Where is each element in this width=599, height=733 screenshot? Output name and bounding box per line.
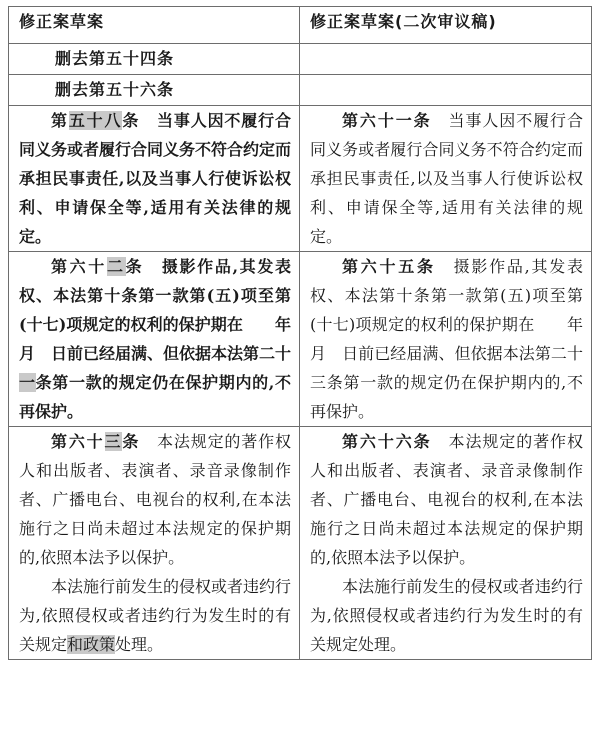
article-paragraph-2: 本法施行前发生的侵权或者违约行为,依照侵权或者违约行为发生时的有关规定处理。 — [310, 577, 583, 654]
article-paragraph — [19, 106, 291, 251]
article-body: 当事人因不履行合同义务或者履行合同义务不符合约定而承担民事责任,以及当事人行使诉讼权利、申请保全等,适用有关法律的规定。 — [19, 111, 292, 246]
article-number — [51, 432, 140, 451]
article-paragraph — [310, 427, 583, 572]
row5-left-cell — [9, 427, 300, 660]
row2-right-cell — [300, 75, 592, 106]
article-number-prefix: 第 — [51, 111, 69, 130]
article-body: 本法规定的著作权人和出版者、表演者、录音录像制作者、广播电台、电视台的权利,在本法施行之日尚未超过本法规定的保护期的,依照本法予以保护。 — [19, 432, 291, 567]
article-number-suffix: 条 — [122, 432, 141, 451]
table-row — [9, 427, 592, 660]
article-body-tail: 条第一款的规定仍在保护期内的,不再保护。 — [19, 373, 291, 421]
article-number-prefix: 第六十 — [51, 432, 105, 451]
article-number-suffix: 条 — [125, 257, 145, 276]
row3-right-cell — [300, 106, 592, 252]
deleted-article-56: 删去第五十六条 — [55, 80, 175, 99]
article-body: 本法规定的著作权人和出版者、表演者、录音录像制作者、广播电台、电视台的权利,在本法施行之日尚未超过本法规定的保护期的,依照本法予以保护。 — [310, 432, 583, 567]
row4-left-cell — [9, 252, 308, 427]
article-paragraph — [310, 106, 583, 251]
comparison-table — [8, 6, 599, 660]
row3-left-cell — [9, 106, 300, 252]
table-row — [9, 106, 592, 252]
table-row — [9, 44, 592, 75]
article-paragraph-2 — [19, 572, 291, 659]
header-right: 修正案草案(二次审议稿) — [300, 7, 592, 44]
highlighted-change: 一 — [19, 373, 36, 392]
highlighted-change: 和政策 — [67, 635, 116, 654]
row5-right-cell — [300, 427, 592, 660]
article-body: 当事人因不履行合同义务或者履行合同义务不符合约定而承担民事责任,以及当事人行使诉讼权利、申请保全等,适用有关法律的规定。 — [310, 111, 583, 246]
article-paragraph — [19, 427, 291, 572]
article-number-suffix: 条 — [122, 111, 141, 130]
article-number: 第六十一条 — [342, 111, 432, 130]
article-number-prefix: 第六十 — [51, 257, 107, 276]
article-body: 摄影作品,其发表权、本法第十条第一款第(五)项至第(十七)项规定的权利的保护期在 年 月 日前已经届满、但依据本法第二十三条第一款的规定仍在保护期内的,不再保护。 — [310, 257, 599, 421]
article-number: 第六十五条 — [342, 257, 436, 276]
article-body: 摄影作品,其发表权、本法第十条第一款第(五)项至第(十七)项规定的权利的保护期在 年 月 日前已经届满、但依据本法第二十 — [19, 257, 308, 363]
paragraph-text-tail: 处理。 — [115, 635, 164, 654]
highlighted-change: 五十八 — [68, 111, 123, 130]
article-number: 第六十六条 — [342, 432, 432, 451]
table-header-row — [9, 7, 592, 44]
article-paragraph — [310, 252, 599, 426]
paragraph-text: 本法施行前发生的侵权或者违约行为,依照侵权或者违约行为发生时的有关规定 — [19, 577, 292, 654]
row2-left-cell — [9, 75, 300, 106]
article-number — [51, 111, 140, 130]
highlighted-change: 三 — [104, 432, 123, 451]
article-paragraph — [19, 252, 308, 426]
row1-right-cell — [300, 44, 592, 75]
highlighted-change: 二 — [106, 257, 126, 276]
table-row — [9, 75, 592, 106]
row1-left-cell — [9, 44, 300, 75]
table-row — [9, 252, 592, 427]
header-left: 修正案草案 — [9, 7, 300, 44]
article-number — [51, 257, 144, 276]
deleted-article-54: 删去第五十四条 — [55, 49, 175, 68]
row4-right-cell — [300, 252, 599, 427]
